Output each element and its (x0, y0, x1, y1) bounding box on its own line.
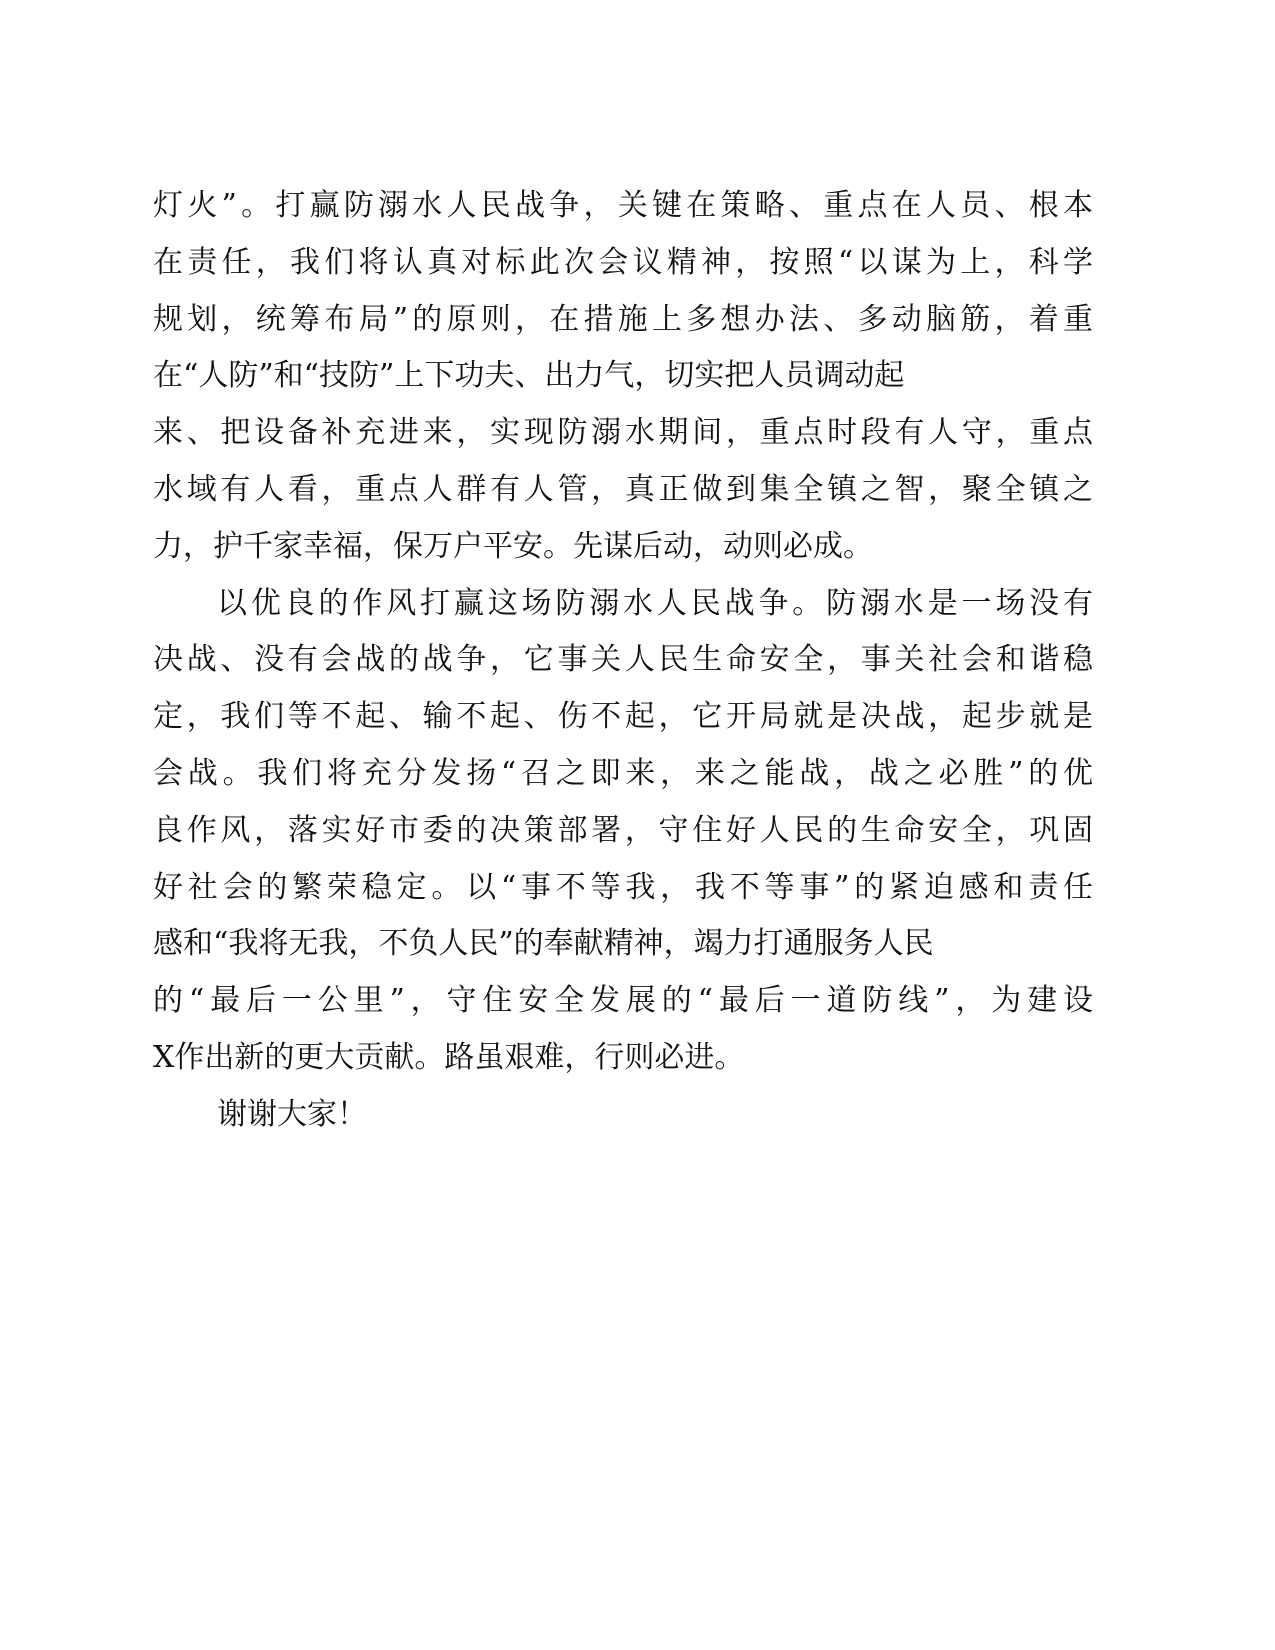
paragraph-3 (153, 1087, 1093, 1144)
text-line: 在“人防”和“技防”上下功夫、出力气，切实把人员调动起 (153, 358, 905, 394)
text-line: 灯火”。打赢防溺水人民战争，关键在策略、重点在人员、根本 (153, 188, 1093, 223)
closing-line: 谢谢大家！ (217, 1096, 367, 1132)
text-line: 来、把设备补充进来，实现防溺水期间，重点时段有人守，重点 (153, 415, 1093, 451)
text-line: 好社会的繁荣稳定。以“事不等我，我不等事”的紧迫感和责任 (153, 869, 1093, 905)
text-line: 的“最后一公里”，守住安全发展的“最后一道防线”，为建设 (153, 983, 1093, 1019)
text-line: 规划，统筹布局”的原则，在措施上多想办法、多动脑筋，着重 (153, 301, 1093, 337)
text-line: 力，护千家幸福，保万户平安。先谋后动，动则必成。 (153, 528, 873, 564)
document-body (153, 178, 1093, 1144)
paragraph-1 (153, 178, 1093, 576)
text-line: 定，我们等不起、输不起、伤不起，它开局就是决战，起步就是 (153, 699, 1093, 735)
text-line: 会战。我们将充分发扬“召之即来，来之能战，战之必胜”的优 (153, 755, 1093, 791)
text-line: 水域有人看，重点人群有人管，真正做到集全镇之智，聚全镇之 (153, 471, 1093, 507)
text-line: 良作风，落实好市委的决策部署，守住好人民的生命安全，巩固 (153, 812, 1093, 848)
text-line: X作出新的更大贡献。路虽艰难，行则必进。 (153, 1039, 745, 1075)
paragraph-2 (153, 576, 1093, 1087)
text-line: 在责任，我们将认真对标此次会议精神，按照“以谋为上，科学 (153, 244, 1093, 280)
text-line: 决战、没有会战的战争，它事关人民生命安全，事关社会和谐稳 (153, 642, 1093, 678)
text-line: 以优良的作风打赢这场防溺水人民战争。防溺水是一场没有 (217, 585, 1093, 621)
text-line: 感和“我将无我，不负人民”的奉献精神，竭力打通服务人民 (153, 926, 934, 962)
